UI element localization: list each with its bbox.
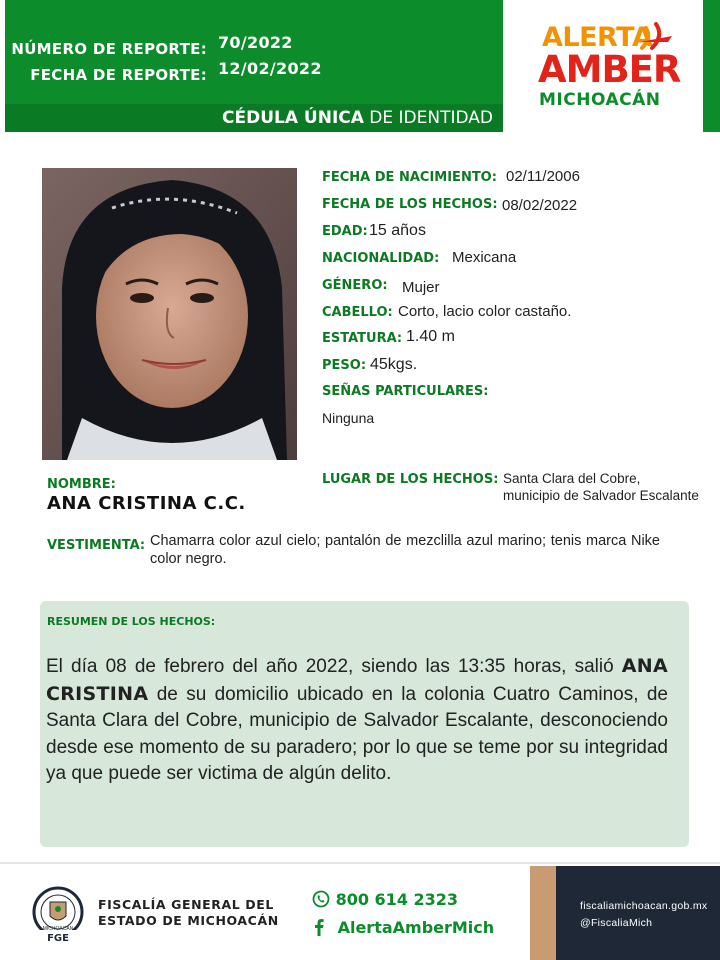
gender-label: GÉNERO:	[322, 278, 388, 293]
event-date-value: 08/02/2022	[502, 197, 578, 214]
height-value: 1.40 m	[406, 328, 455, 345]
report-date-value: 12/02/2022	[218, 59, 322, 78]
hair-value: Corto, lacio color castaño.	[398, 303, 572, 320]
birth-date-value: 02/11/2006	[506, 168, 580, 185]
cedula-title	[222, 108, 493, 128]
event-date-label: FECHA DE LOS HECHOS:	[322, 197, 498, 212]
clothing-value: Chamarra color azul cielo; pantalón de mezclilla azul marino; tenis marca Nike color negro.	[150, 533, 660, 567]
name-label: NOMBRE:	[47, 477, 116, 492]
facebook-contact[interactable]	[312, 918, 494, 937]
fge-seal-subtext: MICHOACÁN	[42, 926, 74, 932]
footer-divider	[0, 862, 720, 864]
web-contact	[580, 898, 707, 932]
place-value	[503, 470, 699, 504]
birth-date-label: FECHA DE NACIMIENTO:	[322, 170, 497, 185]
alerta-amber-logo	[530, 20, 690, 115]
footer	[0, 866, 720, 960]
org-name-line-1: FISCALÍA GENERAL DEL	[98, 897, 274, 912]
cedula-title-rest: DE IDENTIDAD	[363, 108, 494, 128]
report-number-label: NÚMERO DE REPORTE:	[11, 40, 207, 58]
missing-person-photo	[42, 168, 297, 460]
summary-title: RESUMEN DE LOS HECHOS:	[47, 615, 216, 628]
marks-label: SEÑAS PARTICULARES:	[322, 384, 489, 399]
report-number-value: 70/2022	[218, 33, 293, 52]
whatsapp-phone-icon	[312, 890, 330, 908]
gender-value: Mujer	[402, 279, 440, 296]
portrait-image	[42, 168, 297, 460]
nationality-value: Mexicana	[452, 249, 517, 266]
summary-text-end: de su domicilio ubicado en la colonia Cuatro Caminos, de Santa Clara del Cobre, municipio de Salvador Escalante, desconociendo desde ese momento de su paradero; por lo que se teme por su integridad ya que puede ser victima de algún delito.	[46, 683, 668, 784]
person-name: ANA CRISTINA C.C.	[47, 493, 246, 514]
height-label: ESTATURA:	[322, 331, 403, 346]
place-line-1: Santa Clara del Cobre,	[503, 471, 641, 486]
facebook-handle: AlertaAmberMich	[337, 918, 495, 937]
social-handle[interactable]: @FiscaliaMich	[580, 917, 653, 929]
phone-contact[interactable]	[312, 890, 458, 909]
cedula-title-bold: CÉDULA ÚNICA	[222, 108, 364, 128]
weight-value: 45kgs.	[370, 356, 418, 373]
header-right-bar	[703, 0, 720, 132]
footer-tan-bar	[530, 866, 556, 960]
summary-text-start: El día 08 de febrero del año 2022, siendo las 13:35 horas, salió	[46, 656, 622, 677]
org-name	[98, 897, 279, 929]
phone-number: 800 614 2323	[335, 890, 459, 909]
org-name-line-2: ESTADO DE MICHOACÁN	[98, 913, 279, 928]
fge-seal-text: FGE	[47, 933, 69, 944]
weight-label: PESO:	[322, 358, 367, 373]
logo-alerta-text: ALERTA	[542, 22, 653, 53]
logo-amber-text: AMBER	[538, 48, 681, 91]
nationality-label: NACIONALIDAD:	[322, 251, 440, 266]
summary-text	[46, 653, 668, 788]
marks-value: Ninguna	[322, 410, 375, 426]
hair-label: CABELLO:	[322, 305, 393, 320]
logo-michoacan-text: MICHOACÁN	[539, 90, 661, 110]
age-label: EDAD:	[322, 224, 368, 239]
summary-box	[40, 601, 689, 847]
clothing-label: VESTIMENTA:	[47, 538, 146, 553]
age-value: 15 años	[369, 222, 426, 239]
website-link[interactable]: fiscaliamichoacan.gob.mx	[580, 900, 708, 912]
place-line-2: municipio de Salvador Escalante	[503, 488, 699, 503]
summary-text-name: ANA CRISTINA	[46, 655, 668, 705]
place-label: LUGAR DE LOS HECHOS:	[322, 472, 499, 487]
facebook-icon	[312, 918, 326, 936]
report-date-label: FECHA DE REPORTE:	[30, 66, 207, 84]
